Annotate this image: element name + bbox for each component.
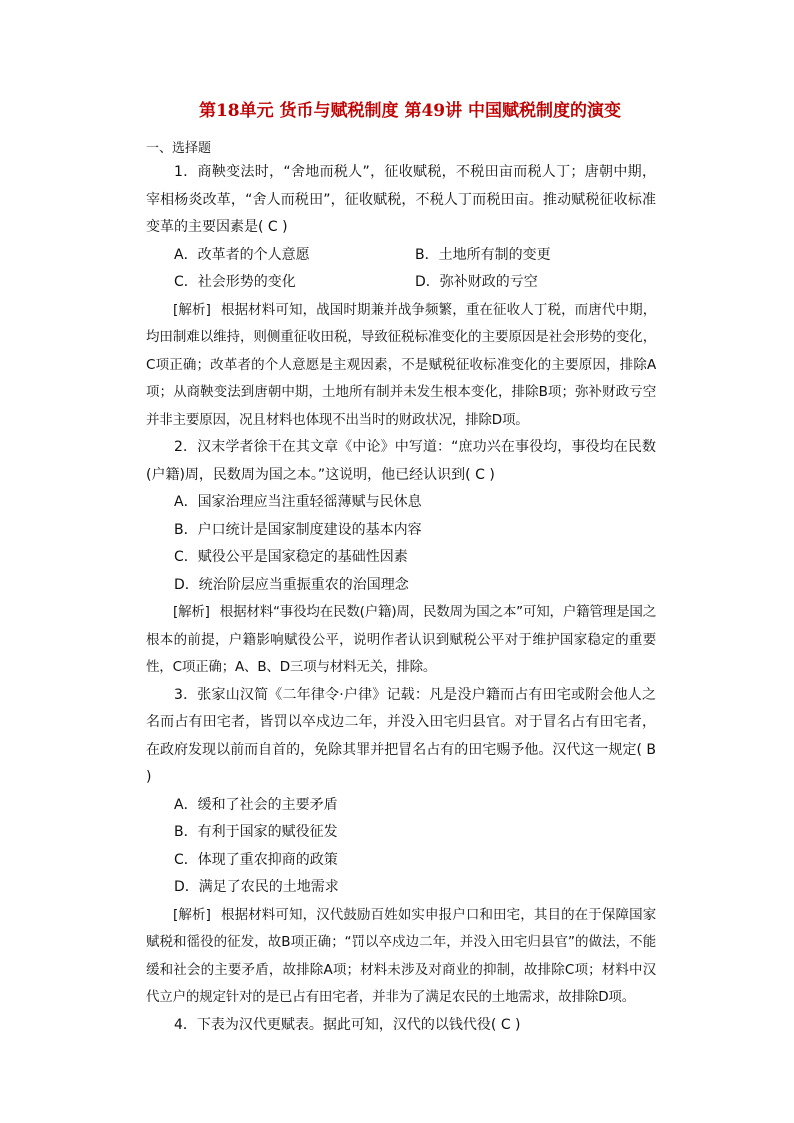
question-2-analysis xyxy=(146,599,656,682)
question-2-option-d: D．统治阶层应当重振重农的治国理念 xyxy=(174,576,409,593)
document-body xyxy=(146,159,656,1039)
analysis-label: [解析] xyxy=(173,906,211,923)
question-2-stem: 2．汉末学者徐干在其文章《中论》中写道：“庶功兴在事役均，事役均在民数(户籍)周，民数周为国之本。”这说明，他已经认识到( C ) xyxy=(146,439,656,483)
question-3-option-b: B．有利于国家的赋役征发 xyxy=(174,824,338,840)
question-1-analysis xyxy=(146,297,656,435)
question-1-stem: 1．商鞅变法时，“舍地而税人”，征收赋税，不税田亩而税人丁；唐朝中期，宰相杨炎改革，“舍人而税田”，征收赋税，不税人丁而税田亩。推动赋税征收标准变革的主要因素是( C ) xyxy=(146,164,656,235)
question-1-analysis-text: 根据材料可知，战国时期兼并战争频繁，重在征收人丁税，而唐代中期，均田制难以维持，则侧重征收田税，导致征税标准变化的主要原因是社会形势的变化，C项正确；改革者的个人意愿是主观因素，不是赋税征收标准变化的主要原因，排除A项；从商鞅变法到唐朝中期，土地所有制并未发生根本变化，排除B项；弥补财政亏空并非主要原因，况且材料也体现不出当时的财政状况，排除D项。 xyxy=(146,301,656,428)
question-1-options-row-1 xyxy=(146,242,656,270)
question-3-stem: 3．张家山汉简《二年律令·户律》记载：凡是没户籍而占有田宅或附会他人之名而占有田宅者，皆罚以卒戍边二年，并没入田宅归县官。对于冒名占有田宅者，在政府发现以前而自首的，免除其罪并把冒名占有的田宅赐予他。汉代这一规定( B ) xyxy=(146,686,656,785)
question-1-option-d: D．弥补财政的亏空 xyxy=(415,274,538,290)
question-2-option-c: C．赋役公平是国家稳定的基础性因素 xyxy=(174,549,408,565)
question-3-analysis-text: 根据材料可知，汉代鼓励百姓如实申报户口和田宅，其目的在于保障国家赋税和徭役的征发，故B项正确；“罚以卒戍边二年，并没入田宅归县官”的做法，不能缓和社会的主要矛盾，故排除A项；材料未涉及对商业的抑制，故排除C项；材料中汉代立户的规定针对的是已占有田宅者，并非为了满足农民的土地需求，故排除D项。 xyxy=(146,906,656,1005)
question-1-options-row-2 xyxy=(146,269,656,297)
section-heading: 一、选择题 xyxy=(146,141,212,156)
analysis-label: [解析] xyxy=(173,301,211,318)
question-3-analysis xyxy=(146,902,656,1012)
question-2-option-a: A．国家治理应当注重轻徭薄赋与民休息 xyxy=(174,494,422,510)
question-3-option-d: D．满足了农民的土地需求 xyxy=(174,879,339,895)
question-1-option-a: A．改革者的个人意愿 xyxy=(174,246,310,263)
question-3-option-a: A．缓和了社会的主要矛盾 xyxy=(174,796,338,813)
question-3-option-c: C．体现了重农抑商的政策 xyxy=(174,851,338,868)
question-1-option-c: C．社会形势的变化 xyxy=(174,274,296,290)
question-2-analysis-text: 根据材料“事役均在民数(户籍)周，民数周为国之本”可知，户籍管理是国之根本的前提，户籍影响赋役公平，说明作者认识到赋税公平对于维护国家稳定的重要性，C项正确；A、B、D三项与材料无关，排除。 xyxy=(146,604,657,675)
analysis-label: [解析] xyxy=(173,604,210,620)
question-2-option-b: B．户口统计是国家制度建设的基本内容 xyxy=(174,521,422,538)
page-title: 第18单元 货币与赋税制度 第49讲 中国赋税制度的演变 xyxy=(198,101,622,121)
question-4-stem: 4．下表为汉代更赋表。据此可知，汉代的以钱代役( C ) xyxy=(174,1016,521,1033)
question-1-option-b: B．土地所有制的变更 xyxy=(415,246,551,263)
